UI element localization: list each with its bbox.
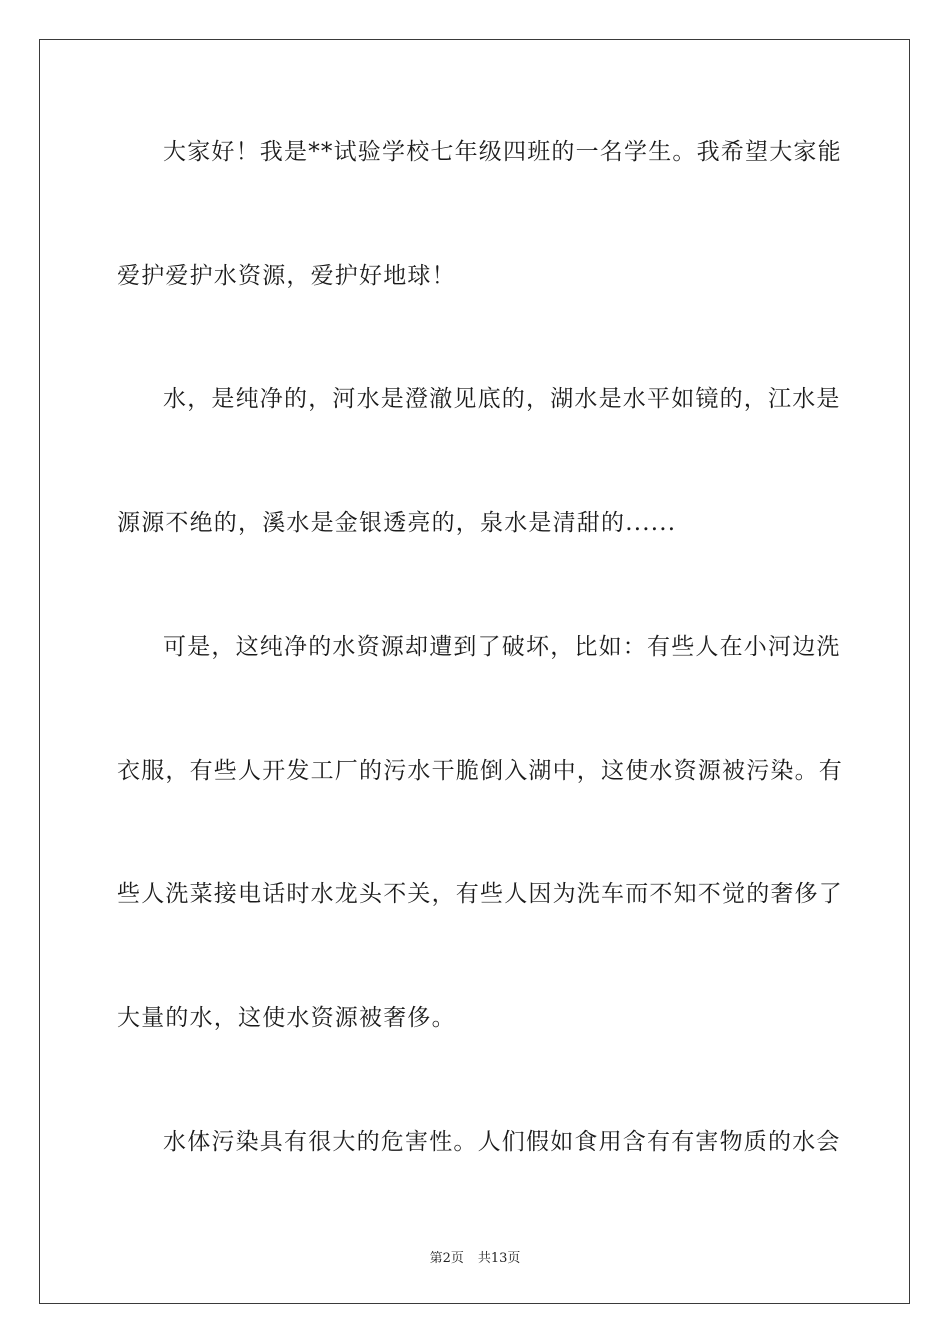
paragraph-3-line-1: 可是，这纯净的水资源却遭到了破坏，比如：有些人在小河边洗 bbox=[163, 634, 841, 660]
paragraph-3-line-4: 大量的水，这使水资源被奢侈。 bbox=[117, 1005, 456, 1031]
page-footer bbox=[0, 1247, 950, 1266]
paragraph-3-line-2: 衣服，有些人开发工厂的污水干脆倒入湖中，这使水资源被污染。有 bbox=[117, 758, 843, 784]
paragraph-1-line-2: 爱护爱护水资源，爱护好地球！ bbox=[117, 263, 456, 289]
page-total: 共13页 bbox=[477, 1251, 521, 1266]
paragraph-1-line-1: 大家好！我是**试验学校七年级四班的一名学生。我希望大家能 bbox=[163, 139, 842, 165]
paragraph-3-line-3: 些人洗菜接电话时水龙头不关，有些人因为洗车而不知不觉的奢侈了 bbox=[117, 881, 843, 907]
paragraph-2-line-2: 源源不绝的，溪水是金银透亮的，泉水是清甜的...... bbox=[117, 510, 677, 536]
paragraph-2-line-1: 水，是纯净的，河水是澄澈见底的，湖水是水平如镜的，江水是 bbox=[163, 386, 841, 412]
page-number: 第2页 bbox=[429, 1251, 464, 1266]
page-border bbox=[39, 39, 910, 1304]
paragraph-4-line-1: 水体污染具有很大的危害性。人们假如食用含有有害物质的水会 bbox=[163, 1129, 841, 1155]
